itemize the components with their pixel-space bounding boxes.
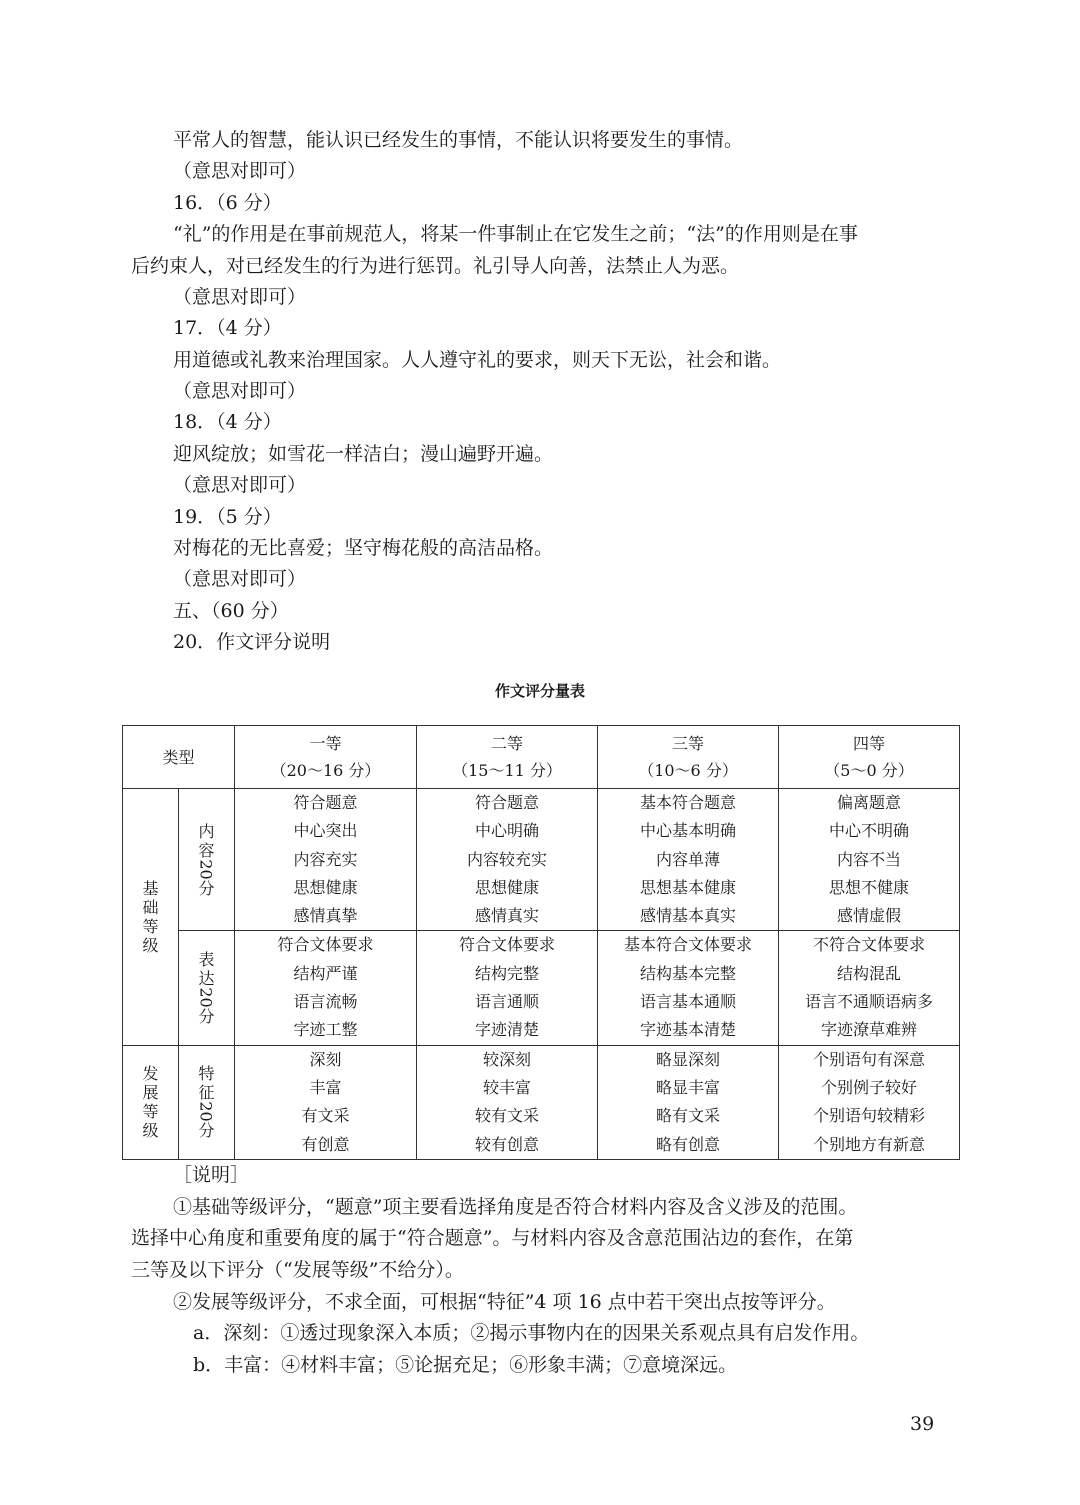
criteria-item: 略有创意 — [656, 1134, 721, 1154]
criteria-item: 有创意 — [301, 1134, 350, 1154]
criteria-item: 思想不健康 — [829, 877, 910, 897]
label-char: 特 — [198, 1064, 215, 1084]
criteria-item: 字迹基本清楚 — [640, 1020, 737, 1040]
feature-label — [179, 1045, 235, 1159]
criteria-item: 基本符合文体要求 — [624, 935, 753, 955]
expression-cell — [779, 931, 960, 1045]
criteria-item: 较有创意 — [475, 1134, 540, 1154]
answer-line: （意思对即可） — [173, 568, 307, 590]
criteria-item: 偏离题意 — [837, 793, 902, 812]
criteria-item: 中心明确 — [475, 821, 540, 841]
table-header-row — [123, 726, 960, 789]
criteria-item: 个别语句有深意 — [813, 1049, 926, 1069]
criteria-item: 结构完整 — [475, 963, 540, 983]
grade-name: 一等 — [309, 734, 342, 753]
feature-cell — [417, 1045, 598, 1159]
question-number: 18．（4 分） — [173, 411, 282, 433]
criteria-item: 思想健康 — [293, 877, 358, 897]
criteria-item: 语言通顺 — [475, 992, 540, 1012]
section-heading: 五、（60 分） — [173, 600, 289, 622]
table-row — [123, 789, 960, 931]
label-char: 础 — [142, 897, 159, 917]
content-cell — [598, 789, 779, 931]
criteria-item: 中心突出 — [293, 821, 358, 841]
grade-range: （5～0 分） — [824, 761, 914, 780]
grade-name: 三等 — [672, 734, 705, 753]
label-char: 达 — [198, 969, 215, 989]
criteria-item: 内容不当 — [837, 849, 902, 869]
criteria-item: 语言流畅 — [293, 992, 358, 1012]
feature-cell — [598, 1045, 779, 1159]
criteria-item: 基本符合题意 — [640, 793, 737, 812]
label-char: 征 — [198, 1083, 215, 1103]
scoring-table — [122, 725, 960, 1160]
table-row — [123, 1045, 960, 1159]
criteria-item: 中心基本明确 — [640, 821, 737, 841]
note-line: 选择中心角度和重要角度的属于“符合题意”。与材料内容及含意范围沾边的套作，在第 — [131, 1227, 854, 1249]
criteria-item: 感情虚假 — [837, 906, 902, 926]
criteria-item: 思想基本健康 — [640, 877, 737, 897]
feature-cell — [235, 1045, 417, 1159]
criteria-item: 不符合文体要求 — [813, 935, 926, 955]
criteria-item: 丰富 — [309, 1077, 342, 1097]
criteria-item: 语言基本通顺 — [640, 992, 737, 1012]
notes-heading: ［说明］ — [173, 1164, 250, 1186]
question-number: 17．（4 分） — [173, 317, 282, 339]
criteria-item: 符合文体要求 — [277, 935, 374, 955]
table-row — [123, 931, 960, 1045]
note-line: 三等及以下评分（“发展等级”不给分）。 — [131, 1259, 464, 1281]
criteria-item: 结构基本完整 — [640, 963, 737, 983]
criteria-item: 思想健康 — [475, 877, 540, 897]
criteria-item: 感情真挚 — [293, 906, 358, 926]
criteria-item: 字迹工整 — [293, 1020, 358, 1040]
grade-range: （15～11 分） — [452, 761, 562, 780]
grade-header — [235, 726, 417, 789]
expression-cell — [598, 931, 779, 1045]
answer-line: （意思对即可） — [173, 160, 307, 182]
label-char: 分 — [198, 1007, 215, 1027]
answer-line: 后约束人，对已经发生的行为进行惩罚。礼引导人向善，法禁止人为恶。 — [131, 255, 740, 277]
answer-line: （意思对即可） — [173, 286, 307, 308]
content-cell — [779, 789, 960, 931]
criteria-item: 个别地方有新意 — [813, 1134, 926, 1154]
answer-line: 用道德或礼教来治理国家。人人遵守礼的要求，则天下无讼，社会和谐。 — [173, 349, 782, 371]
criteria-item: 中心不明确 — [829, 821, 910, 841]
criteria-item: 个别例子较好 — [821, 1077, 918, 1097]
grade-header — [598, 726, 779, 789]
label-char: 分 — [198, 1121, 215, 1141]
content-label — [179, 789, 235, 931]
answer-line: （意思对即可） — [173, 474, 307, 496]
criteria-item: 内容单薄 — [656, 849, 721, 869]
question-number: 16．（6 分） — [173, 192, 282, 214]
label-char: 容 — [198, 840, 215, 860]
answer-line: 平常人的智慧，能认识已经发生的事情，不能认识将要发生的事情。 — [173, 129, 744, 151]
criteria-item: 符合题意 — [475, 793, 540, 812]
note-line: ②发展等级评分，不求全面，可根据“特征”4 项 16 点中若干突出点按等评分。 — [173, 1291, 836, 1313]
criteria-item: 较丰富 — [483, 1077, 532, 1097]
grade-name: 四等 — [853, 734, 886, 753]
label-char: 级 — [142, 1121, 159, 1141]
grade-name: 二等 — [491, 734, 524, 753]
criteria-item: 个别语句较精彩 — [813, 1106, 926, 1126]
criteria-item: 略显丰富 — [656, 1077, 721, 1097]
criteria-item: 符合文体要求 — [459, 935, 556, 955]
criteria-item: 较有文采 — [475, 1106, 540, 1126]
question-number: 19．（5 分） — [173, 506, 282, 528]
criteria-item: 有文采 — [301, 1106, 350, 1126]
criteria-item: 字迹清楚 — [475, 1020, 540, 1040]
criteria-item: 结构混乱 — [837, 963, 902, 983]
develop-level-label — [123, 1045, 179, 1159]
grade-header — [417, 726, 598, 789]
criteria-item: 结构严谨 — [293, 963, 358, 983]
answer-line: 迎风绽放；如雪花一样洁白；漫山遍野开遍。 — [173, 443, 554, 465]
expression-cell — [417, 931, 598, 1045]
expression-cell — [235, 931, 417, 1045]
type-header: 类型 — [123, 726, 235, 789]
criteria-item: 内容充实 — [293, 849, 358, 869]
basic-level-label — [123, 789, 179, 1046]
label-char: 表 — [198, 950, 215, 970]
criteria-item: 较深刻 — [483, 1049, 532, 1069]
criteria-item: 字迹潦草难辨 — [821, 1020, 918, 1040]
label-char: 展 — [142, 1083, 159, 1103]
label-score: 20 — [197, 859, 217, 880]
label-char: 等 — [142, 916, 159, 936]
label-char: 发 — [142, 1064, 159, 1084]
criteria-item: 语言不通顺语病多 — [805, 992, 934, 1012]
label-score: 20 — [197, 1101, 217, 1122]
expression-label — [179, 931, 235, 1045]
content-cell — [417, 789, 598, 931]
note-line: a．深刻：①透过现象深入本质；②揭示事物内在的因果关系观点具有启发作用。 — [193, 1322, 870, 1344]
note-line: ①基础等级评分，“题意”项主要看选择角度是否符合材料内容及含义涉及的范围。 — [173, 1196, 858, 1218]
label-char: 分 — [198, 878, 215, 898]
label-score: 20 — [197, 987, 217, 1008]
label-char: 等 — [142, 1102, 159, 1122]
question-number: 20．作文评分说明 — [173, 631, 331, 653]
criteria-item: 感情基本真实 — [640, 906, 737, 926]
criteria-item: 深刻 — [309, 1049, 342, 1069]
answer-line: （意思对即可） — [173, 380, 307, 402]
page-number: 39 — [910, 1413, 935, 1435]
criteria-item: 内容较充实 — [467, 849, 548, 869]
criteria-item: 略有文采 — [656, 1106, 721, 1126]
criteria-item: 符合题意 — [293, 793, 358, 812]
answer-line: “礼”的作用是在事前规范人，将某一件事制止在它发生之前；“法”的作用则是在事 — [173, 223, 858, 245]
grade-header — [779, 726, 960, 789]
answer-line: 对梅花的无比喜爱；坚守梅花般的高洁品格。 — [173, 537, 554, 559]
content-cell — [235, 789, 417, 931]
grade-range: （20～16 分） — [270, 761, 381, 780]
criteria-item: 略显深刻 — [656, 1049, 721, 1069]
label-char: 级 — [142, 935, 159, 955]
grade-range: （10～6 分） — [638, 761, 738, 780]
label-char: 内 — [198, 821, 215, 841]
table-title: 作文评分量表 — [494, 682, 585, 700]
criteria-item: 感情真实 — [475, 906, 540, 926]
feature-cell — [779, 1045, 960, 1159]
label-char: 基 — [142, 878, 159, 898]
note-line: b．丰富：④材料丰富；⑤论据充足；⑥形象丰满；⑦意境深远。 — [193, 1354, 738, 1376]
